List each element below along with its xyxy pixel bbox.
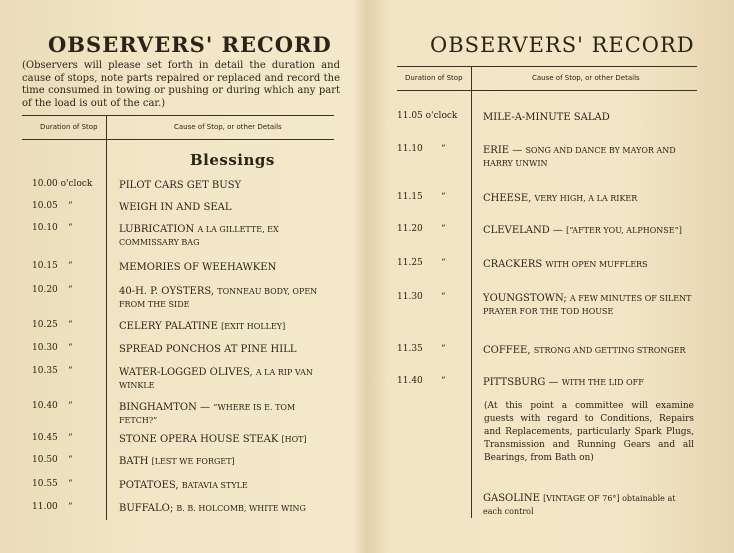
stop-time: 11.40 (397, 376, 423, 386)
cause-main: MILE-A-MINUTE SALAD (483, 112, 610, 123)
cause-detail: B. B. HOLCOMB, WHITE WING (176, 504, 306, 513)
stop-cause (483, 344, 697, 357)
final-entry (483, 492, 697, 518)
stop-cause (483, 192, 697, 205)
cause-main: WATER-LOGGED OLIVES, (119, 367, 253, 378)
ditto-mark: “ (441, 224, 446, 234)
cause-detail: WITH OPEN MUFFLERS (545, 260, 648, 269)
stop-cause (119, 223, 334, 249)
right-page (370, 0, 734, 553)
stop-time: 11.05 o'clock (397, 111, 458, 121)
cause-detail: VERY HIGH, A LA RIKER (534, 194, 638, 203)
cause-detail: BATAVIA STYLE (181, 481, 248, 490)
cause-detail: [LEST WE FORGET] (151, 457, 235, 466)
ditto-mark: “ (68, 455, 73, 465)
col-header-cause: Cause of Stop, or other Details (174, 123, 282, 131)
stop-time: 11.15 (397, 192, 423, 202)
stop-cause (119, 455, 334, 468)
cause-detail: A LA GILLETTE, EX COMMISSARY BAG (119, 225, 279, 247)
stop-cause (119, 401, 334, 427)
cause-detail: STRONG AND GETTING STRONGER (533, 346, 686, 355)
cause-detail: [“AFTER YOU, ALPHONSE”] (566, 226, 682, 235)
right-record-table (397, 66, 697, 518)
ditto-mark: “ (441, 344, 446, 354)
ditto-mark: “ (68, 343, 73, 353)
stop-time: 10.25 (32, 320, 58, 330)
ditto-mark: “ (68, 366, 73, 376)
section-heading: Blessings (190, 151, 275, 169)
cause-main: SPREAD PONCHOS AT PINE HILL (119, 344, 297, 355)
table-header-rule (22, 139, 334, 140)
left-record-table (22, 115, 334, 520)
stop-cause (119, 261, 334, 274)
stop-time: 10.05 (32, 201, 58, 211)
stop-cause (483, 144, 697, 170)
cause-main: POTATOES, (119, 480, 179, 491)
cause-main: 40-H. P. OYSTERS, (119, 286, 215, 297)
cause-main: YOUNGSTOWN; (483, 293, 567, 304)
stop-time: 10.00 o'clock (32, 179, 93, 189)
stop-time: 11.25 (397, 258, 423, 268)
stop-time: 11.10 (397, 144, 423, 154)
stop-time: 10.55 (32, 479, 58, 489)
col-header-duration: Duration of Stop (405, 74, 463, 82)
cause-main: LUBRICATION (119, 224, 195, 235)
ditto-mark: “ (441, 292, 446, 302)
cause-main: WEIGH IN AND SEAL (119, 202, 232, 213)
final-entry-main: GASOLINE (483, 493, 540, 504)
stop-time: 10.40 (32, 401, 58, 411)
cause-detail: A FEW MINUTES OF SILENT PRAYER FOR THE TOD HOUSE (483, 294, 692, 316)
stop-cause (119, 320, 334, 333)
cause-main: COFFEE, (483, 345, 531, 356)
stop-cause (119, 179, 334, 192)
stop-cause (483, 258, 697, 271)
table-top-rule (397, 66, 697, 67)
stop-time: 11.35 (397, 344, 423, 354)
stop-cause (483, 224, 697, 237)
stop-time: 10.15 (32, 261, 58, 271)
table-header-rule (397, 90, 697, 91)
cause-detail: [HOT] (281, 435, 307, 444)
stop-time: 10.35 (32, 366, 58, 376)
stop-cause (483, 292, 697, 318)
cause-main: STONE OPERA HOUSE STEAK (119, 434, 279, 445)
stop-cause (483, 111, 697, 124)
stop-time: 10.30 (32, 343, 58, 353)
stop-time: 10.45 (32, 433, 58, 443)
stop-cause (119, 479, 334, 492)
stop-time: 10.50 (32, 455, 58, 465)
ditto-mark: “ (68, 433, 73, 443)
cause-main: CLEVELAND — (483, 225, 563, 236)
stop-cause (119, 343, 334, 356)
ditto-mark: “ (68, 261, 73, 271)
final-entry-rest: [VINTAGE OF 76°] obtainable at each control (483, 494, 676, 516)
cause-main: BUFFALO; (119, 503, 174, 514)
stop-cause (119, 502, 334, 515)
cause-detail: WITH THE LID OFF (561, 378, 644, 387)
ditto-mark: “ (441, 376, 446, 386)
cause-main: CELERY PALATINE (119, 321, 218, 332)
stop-time: 11.30 (397, 292, 423, 302)
ditto-mark: “ (68, 201, 73, 211)
cause-detail: A LA RIP VAN WINKLE (119, 368, 313, 390)
ditto-mark: “ (441, 192, 446, 202)
stop-time: 11.20 (397, 224, 423, 234)
right-page-title: OBSERVERS' RECORD (430, 33, 695, 57)
cause-detail: TONNEAU BODY, OPEN FROM THE SIDE (119, 287, 318, 309)
stop-cause (119, 201, 334, 214)
stop-cause (483, 376, 697, 389)
cause-main: BINGHAMTON — (119, 402, 211, 413)
ditto-mark: “ (68, 320, 73, 330)
cause-main: PITTSBURG — (483, 377, 559, 388)
left-page-title: OBSERVERS' RECORD (48, 32, 332, 57)
ditto-mark: “ (68, 285, 73, 295)
stop-cause (119, 366, 334, 392)
stop-cause (119, 285, 334, 311)
column-divider (471, 66, 472, 518)
stop-time: 11.00 (32, 502, 58, 512)
cause-main: ERIE — (483, 145, 523, 156)
cause-main: PILOT CARS GET BUSY (119, 180, 242, 191)
cause-main: BATH (119, 456, 149, 467)
col-header-cause: Cause of Stop, or other Details (532, 74, 640, 82)
cause-main: MEMORIES OF WEEHAWKEN (119, 262, 277, 273)
cause-detail: SONG AND DANCE BY MAYOR AND HARRY UNWIN (483, 146, 676, 168)
ditto-mark: “ (68, 479, 73, 489)
stop-time: 10.10 (32, 223, 58, 233)
ditto-mark: “ (68, 502, 73, 512)
cause-main: CHEESE, (483, 193, 532, 204)
stop-time: 10.20 (32, 285, 58, 295)
cause-detail: [EXIT HOLLEY] (221, 322, 286, 331)
cause-main: CRACKERS (483, 259, 543, 270)
ditto-mark: “ (441, 144, 446, 154)
instructions-text: (Observers will please set forth in detail the duration and cause of stops, note parts repaired or replaced and record the time consumed in towing or pushing or during which any part of the load is out of the car.) (22, 60, 340, 109)
table-top-rule (22, 115, 334, 116)
stop-cause (119, 433, 334, 446)
ditto-mark: “ (68, 401, 73, 411)
committee-note: (At this point a committee will examine guests with regard to Conditions, Repairs and Replacements, particularly Spark Plugs, Transmission and Running Gears and all Bearings, from Bath on) (484, 401, 694, 463)
col-header-duration: Duration of Stop (40, 123, 98, 131)
ditto-mark: “ (441, 258, 446, 268)
cause-detail: “WHERE IS E. TOM FETCH?” (119, 403, 296, 425)
ditto-mark: “ (68, 223, 73, 233)
column-divider (106, 115, 107, 520)
